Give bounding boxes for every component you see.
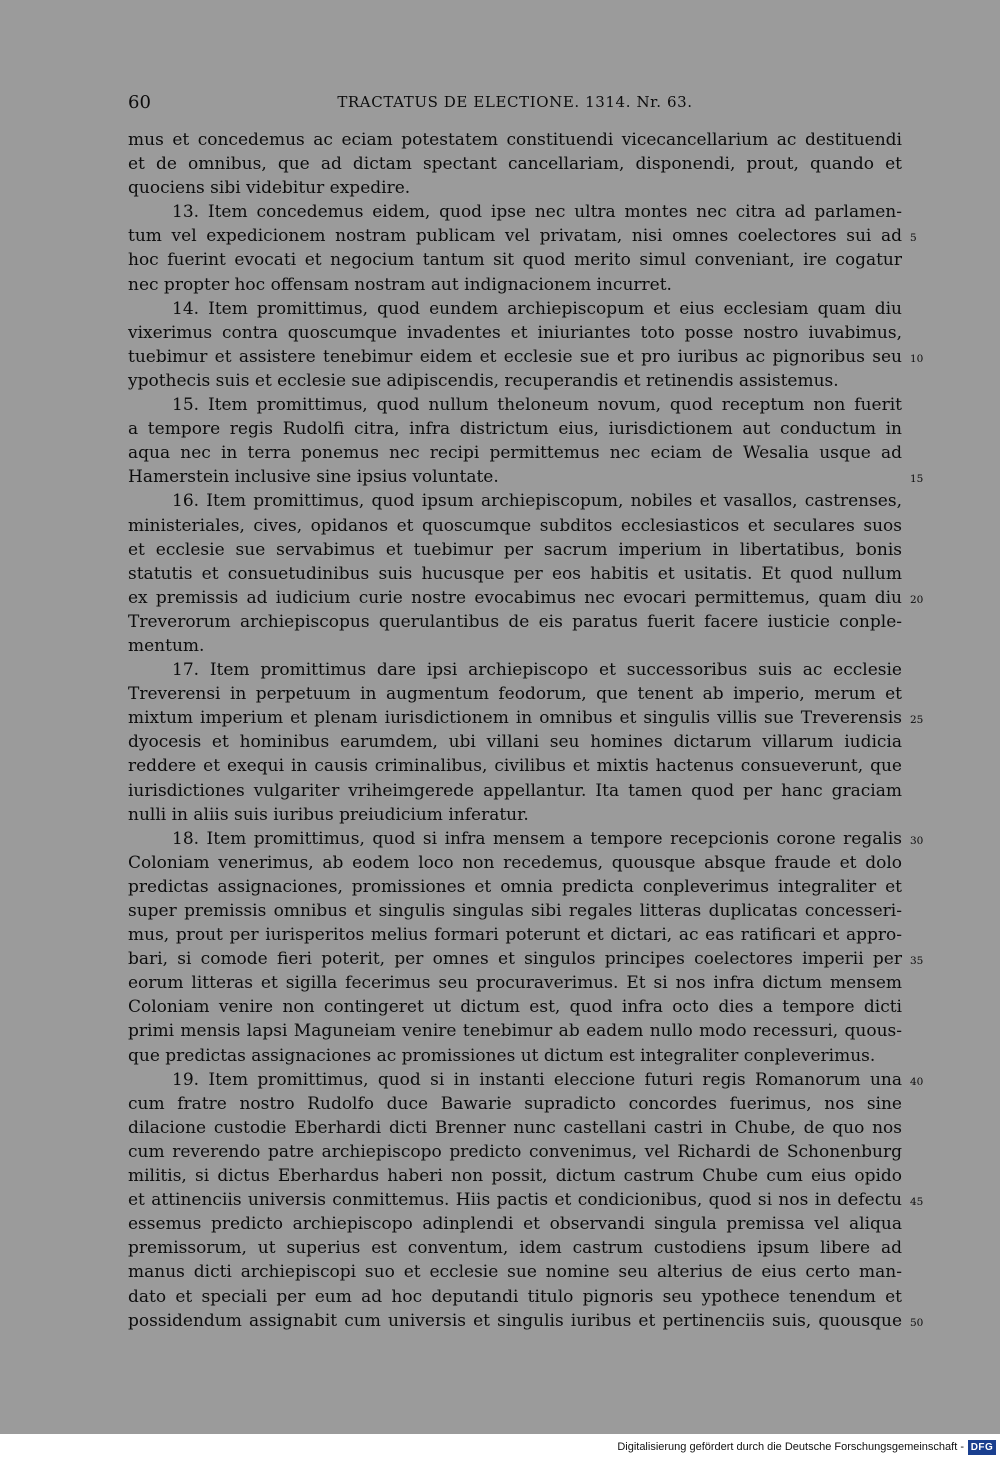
- line-text: 16. Item promittimus, quod ipsum archiepiscopum, nobiles et vasallos, castrenses,: [172, 491, 902, 512]
- line-text: essemus predicto archiepiscopo adinplendi et observandi singula premissa vel aliqua: [128, 1214, 902, 1235]
- line-text: statutis et consuetudinibus suis hucusque per eos habitis et usitatis. Et quod nullum: [128, 563, 902, 584]
- text-line: [128, 1309, 924, 1333]
- text-line: [128, 971, 902, 995]
- margin-line-number: 5: [910, 232, 917, 245]
- line-text: Hamerstein inclusive sine ipsius voluntate.: [128, 467, 499, 488]
- line-text: vixerimus contra quoscumque invadentes et iniuriantes toto posse nostro iuvabimus,: [128, 322, 902, 343]
- margin-line-number: 50: [910, 1316, 924, 1329]
- text-line: [128, 128, 902, 152]
- line-text: 17. Item promittimus dare ipsi archiepiscopo et successoribus suis ac ecclesie: [172, 660, 902, 681]
- text-line: [128, 779, 902, 803]
- text-line: [128, 995, 902, 1019]
- text-line: [128, 1188, 924, 1212]
- line-text: dilacione custodie Eberhardi dicti Brenner nunc castellani castri in Chube, de quo nos: [128, 1117, 902, 1138]
- text-line: [128, 1212, 902, 1236]
- text-line: [128, 1116, 902, 1140]
- line-text: 13. Item concedemus eidem, quod ipse nec ultra montes nec citra ad parlamen-: [172, 202, 902, 223]
- text-line: [128, 1285, 902, 1309]
- line-text: Coloniam venire non contingeret ut dictum est, quod infra octo dies a tempore dicti: [128, 997, 902, 1018]
- footer-credit: Digitalisierung gefördert durch die Deutsche Forschungsgemeinschaft -: [617, 1441, 964, 1453]
- text-line: [128, 369, 902, 393]
- text-line: [128, 1236, 902, 1260]
- text-line: [128, 682, 902, 706]
- line-text: reddere et exequi in causis criminalibus, civilibus et mixtis hactenus consueverunt, que: [128, 756, 902, 777]
- line-text: Coloniam venerimus, ab eodem loco non recedemus, quousque absque fraude et dolo: [128, 852, 902, 873]
- line-text: que predictas assignaciones ac promissiones ut dictum est integraliter conpleverimus.: [128, 1045, 876, 1066]
- margin-line-number: 20: [910, 593, 924, 606]
- text-line: [128, 1019, 902, 1043]
- line-text: manus dicti archiepiscopi suo et ecclesie sue nomine seu alterius de eius certo man-: [128, 1262, 902, 1283]
- text-line: [128, 706, 924, 730]
- text-line: [128, 248, 902, 272]
- text-line: [128, 610, 902, 634]
- line-text: possidendum assignabit cum universis et singulis iuribus et pertinenciis suis, quousque: [128, 1310, 902, 1331]
- text-line: [128, 586, 924, 610]
- text-line: [128, 1164, 902, 1188]
- margin-line-number: 35: [910, 955, 924, 968]
- line-text: predictas assignaciones, promissiones et omnia predicta conpleverimus integraliter et: [128, 876, 902, 897]
- line-text: militis, si dictus Eberhardus haberi non possit, dictum castrum Chube cum eius opido: [128, 1166, 902, 1187]
- line-text: Treverensi in perpetuum in augmentum feodorum, que tenent ab imperio, merum et: [128, 684, 902, 705]
- text-line: [128, 754, 902, 778]
- text-line: [128, 538, 902, 562]
- line-text: 15. Item promittimus, quod nullum theloneum novum, quod receptum non fuerit: [172, 395, 902, 416]
- line-text: dyocesis et hominibus earumdem, ubi villani seu homines dictarum villarum iudicia: [128, 732, 902, 753]
- margin-line-number: 15: [910, 473, 924, 486]
- text-line: [128, 899, 902, 923]
- footer-bar: [0, 1434, 1000, 1464]
- line-text: et attinenciis universis conmittemus. Hiis pactis et condicionibus, quod si nos in defectu: [128, 1190, 902, 1211]
- text-line: [128, 851, 902, 875]
- text-line: [128, 417, 902, 441]
- line-text: cum reverendo patre archiepiscopo predicto convenimus, vel Richardi de Schonenburg: [128, 1141, 902, 1162]
- line-text: quociens sibi videbitur expedire.: [128, 178, 411, 199]
- line-text: mus, prout per iurisperitos melius formari poterunt et dictari, ac eas ratificari et appro-: [128, 925, 902, 946]
- line-text: tum vel expedicionem nostram publicam vel privatam, nisi omnes coelectores sui ad: [128, 226, 902, 247]
- text-line: [128, 1044, 902, 1068]
- text-line: [128, 1260, 902, 1284]
- text-line: [128, 441, 902, 465]
- page-number: 60: [128, 92, 151, 113]
- text-line: [128, 1140, 902, 1164]
- text-line: [128, 1092, 902, 1116]
- margin-line-number: 45: [910, 1196, 924, 1209]
- line-text: ypothecis suis et ecclesie sue adipiscendis, recuperandis et retinendis assistemus.: [128, 370, 839, 391]
- line-text: mentum.: [128, 635, 205, 656]
- text-line: [128, 923, 902, 947]
- text-line: [128, 224, 917, 248]
- text-line: [128, 803, 902, 827]
- line-text: super premissis omnibus et singulis singulas sibi regales litteras duplicatas concesseri-: [128, 901, 902, 921]
- text-line: [128, 489, 902, 513]
- page-header: [128, 92, 902, 118]
- margin-line-number: 10: [910, 352, 924, 365]
- line-text: Treverorum archiepiscopus querulantibus de eis paratus fuerit facere iusticie conple-: [128, 611, 902, 632]
- running-title: TRACTATUS DE ELECTIONE. 1314. Nr. 63.: [337, 93, 693, 111]
- text-line: [128, 875, 902, 899]
- text-line: [128, 273, 902, 297]
- text-line: [128, 1068, 924, 1092]
- text-line: [128, 345, 924, 369]
- margin-line-number: 30: [910, 834, 924, 847]
- document-body: [128, 128, 924, 1333]
- text-line: [128, 176, 902, 200]
- line-text: eorum litteras et sigilla fecerimus seu procuraverimus. Et si nos infra dictum mensem: [128, 973, 902, 994]
- line-text: dato et speciali per eum ad hoc deputandi titulo pignoris seu ypothece tenendum et: [128, 1286, 902, 1307]
- text-line: [128, 658, 902, 682]
- line-text: nulli in aliis suis iuribus preiudicium inferatur.: [128, 804, 529, 825]
- line-text: 19. Item promittimus, quod si in instanti eleccione futuri regis Romanorum una: [172, 1069, 902, 1090]
- text-line: [128, 393, 902, 417]
- dfg-logo: DFG: [968, 1440, 996, 1455]
- text-line: [128, 634, 902, 658]
- line-text: nec propter hoc offensam nostram aut indignacionem incurret.: [128, 274, 672, 295]
- text-line: [128, 514, 902, 538]
- text-line: [128, 730, 902, 754]
- line-text: ministeriales, cives, opidanos et quoscumque subditos ecclesiasticos et seculares suos: [128, 515, 902, 536]
- line-text: bari, si comode fieri poterit, per omnes et singulos principes coelectores imperii per: [128, 949, 902, 970]
- line-text: primi mensis lapsi Maguneiam venire tenebimur ab eadem nullo modo recessuri, quous-: [128, 1021, 902, 1042]
- line-text: 18. Item promittimus, quod si infra mensem a tempore recepcionis corone regalis: [172, 828, 902, 849]
- line-text: aqua nec in terra ponemus nec recipi permittemus nec eciam de Wesalia usque ad: [128, 443, 902, 464]
- line-text: mixtum imperium et plenam iurisdictionem in omnibus et singulis villis sue Treverensis: [128, 708, 902, 729]
- line-text: ex premissis ad iudicium curie nostre evocabimus nec evocari permittemus, quam diu: [128, 587, 902, 608]
- text-line: [128, 947, 924, 971]
- line-text: tuebimur et assistere tenebimur eidem et ecclesie sue et pro iuribus ac pignoribus seu: [128, 346, 902, 367]
- text-line: [128, 562, 902, 586]
- text-line: [128, 465, 924, 489]
- margin-line-number: 25: [910, 714, 924, 727]
- line-text: et de omnibus, que ad dictam spectant cancellariam, disponendi, prout, quando et: [128, 154, 902, 175]
- line-text: mus et concedemus ac eciam potestatem constituendi vicecancellarium ac destituendi: [128, 130, 902, 150]
- text-line: [128, 827, 924, 851]
- text-line: [128, 321, 902, 345]
- line-text: cum fratre nostro Rudolfo duce Bawarie supradicto concordes fuerimus, nos sine: [128, 1093, 902, 1114]
- margin-line-number: 40: [910, 1075, 924, 1088]
- line-text: 14. Item promittimus, quod eundem archiepiscopum et eius ecclesiam quam diu: [172, 298, 902, 319]
- line-text: et ecclesie sue servabimus et tuebimur per sacrum imperium in libertatibus, bonis: [128, 539, 902, 560]
- line-text: a tempore regis Rudolfi citra, infra districtum eius, iurisdictionem aut conductum in: [128, 419, 902, 440]
- line-text: iurisdictiones vulgariter vriheimgerede appellantur. Ita tamen quod per hanc graciam: [128, 780, 902, 801]
- line-text: premissorum, ut superius est conventum, idem castrum custodiens ipsum libere ad: [128, 1238, 902, 1259]
- text-line: [128, 297, 902, 321]
- text-line: [128, 152, 902, 176]
- line-text: hoc fuerint evocati et negocium tantum sit quod merito simul conveniant, ire cogatur: [128, 250, 902, 271]
- text-line: [128, 200, 902, 224]
